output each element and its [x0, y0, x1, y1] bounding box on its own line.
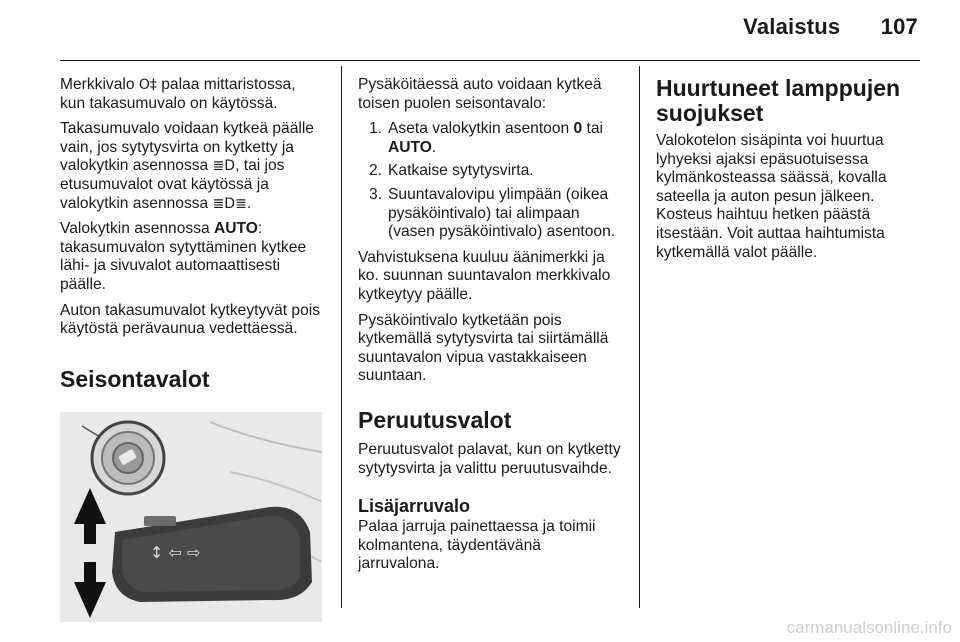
- paragraph-reverse: Peruutusvalot palavat, kun on kytketty sytytysvirta ja valittu peruutusvaihde.: [358, 440, 621, 477]
- paragraph-parking-off: Pysäköintivalo kytketään pois kytkemällä sytytysvirta tai siirtämällä suuntavalon vipua vastakkaiseen suuntaan.: [358, 311, 609, 385]
- section-title: Valaistus: [743, 14, 841, 39]
- rear-fog-symbol-icon: O‡: [138, 77, 157, 93]
- turn-signal-lever-image: [60, 412, 322, 622]
- paragraph-auto: Valokytkin asennossa AUTO: takasumuvalon sytyttäminen kytkee lähi- ja sivuvalot automaattisesti päälle.: [60, 220, 307, 293]
- list-item: 1. Aseta valokytkin asentoon 0 tai AUTO.: [368, 120, 604, 156]
- watermark: carmanualsonline.info: [786, 618, 952, 637]
- paragraph-parking-intro: Pysäköitäessä auto voidaan kytkeä toisen puolen seisontavalo:: [358, 76, 602, 112]
- paragraph-brake: Palaa jarruja painettaessa ja toimii kolmantena, täydentävänä jarruvalona.: [358, 518, 596, 573]
- paragraph-fogging: Valokotelon sisäpinta voi huurtua lyhyeksi ajaksi epäsuotuisessa kylmänkosteassa säässä, kovalla sateella ja auton pesun jälkeen. Kosteus haihtuu hetken päästä itsestään. Voit auttaa haihtumista kytkemällä valot päälle.: [656, 132, 887, 261]
- heading-peruutusvalot: Peruutusvalot: [358, 406, 512, 433]
- parking-steps-list: [358, 120, 626, 242]
- column-3: [656, 76, 924, 269]
- paragraph-trailer: Auton takasumuvalot kytkeytyvät pois käytöstä perävaunua vedettäessä.: [60, 301, 321, 338]
- column-divider-1: [341, 66, 342, 608]
- header-rule: [60, 60, 920, 61]
- column-divider-2: [639, 66, 640, 608]
- front-fog-symbol-icon: ≣D≣: [212, 195, 247, 212]
- column-2: [358, 76, 626, 581]
- list-item: 3. Suuntavalovipu ylimpään (oikea pysäköintivalo) tai alimpaan (vasen pysäköintivalo) asentoon.: [368, 185, 616, 241]
- heading-fogged-lamps: Huurtuneet lamppujen suojukset: [656, 75, 901, 126]
- column-1: [60, 76, 325, 622]
- paragraph-confirm: Vahvistuksena kuuluu äänimerkki ja ko. suunnan suuntavalon merkkivalo kytkeytyy päälle.: [358, 248, 611, 303]
- lever-illustration: [60, 412, 322, 622]
- page-number: 107: [880, 14, 918, 39]
- page-header: [743, 14, 918, 40]
- low-beam-symbol-icon: ≣D: [212, 158, 236, 175]
- heading-lisajarruvalo: Lisäjarruvalo: [358, 496, 471, 517]
- heading-seisontavalot: Seisontavalot: [60, 365, 210, 392]
- svg-text:↕ ⇦ ⇨: ↕ ⇦ ⇨: [150, 542, 201, 562]
- list-item: 2. Katkaise sytytysvirta.: [368, 162, 534, 180]
- paragraph-indicator: Merkkivalo O‡ palaa mittaristossa, kun takasumuvalo on käytössä.: [60, 76, 296, 112]
- paragraph-rear-fog: Takasumuvalo voidaan kytkeä päälle vain, jos sytytysvirta on kytketty ja valokytkin asennossa ≣D, tai jos etusumuvalot ovat käytössä ja valokytkin asennossa ≣D≣.: [60, 120, 314, 212]
